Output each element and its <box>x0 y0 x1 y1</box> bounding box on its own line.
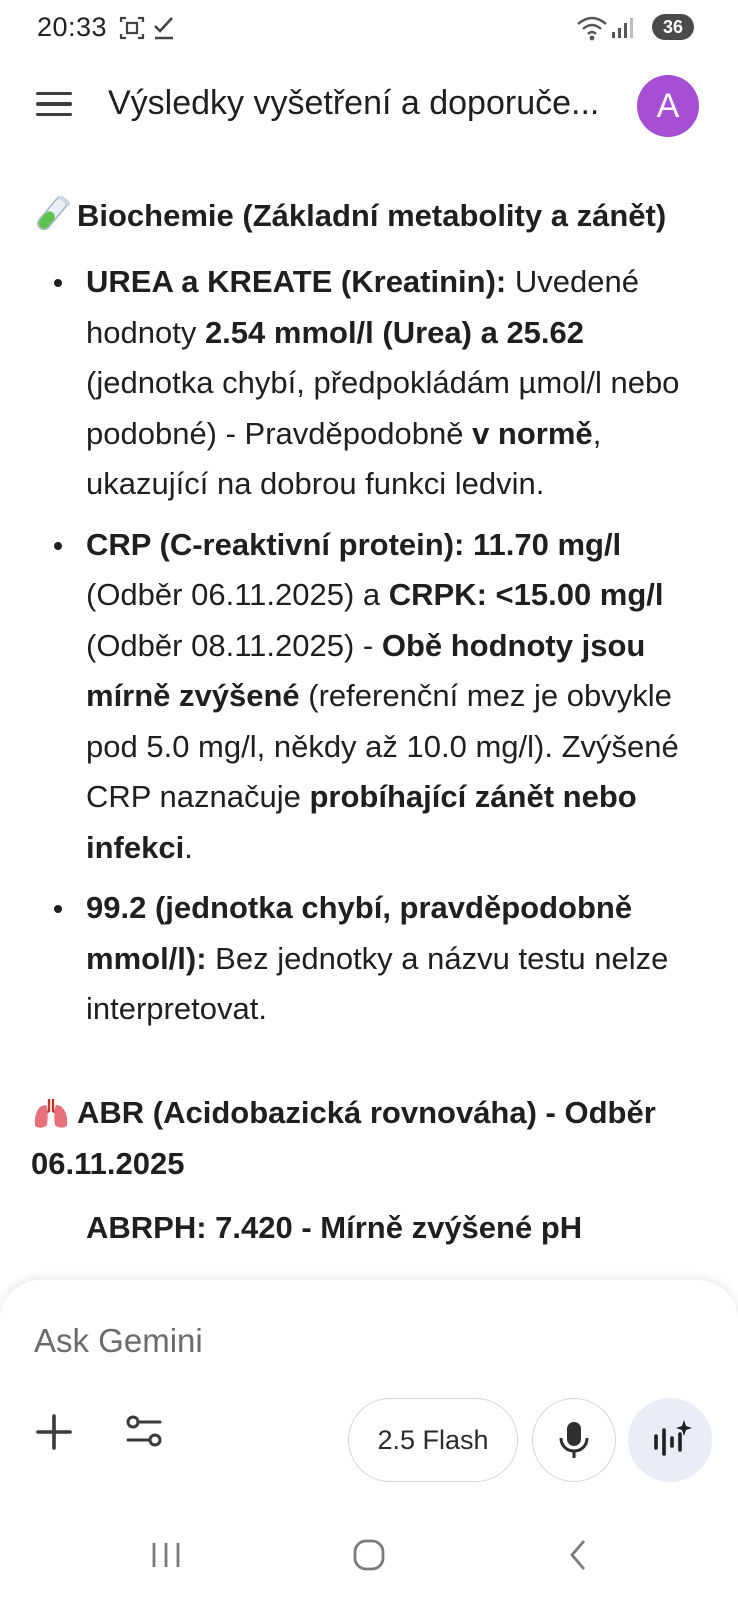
section-heading: ABR (Acidobazická rovnováha) - Odběr 06.11.2025 <box>31 1094 656 1181</box>
system-nav-bar <box>0 1510 738 1600</box>
status-time: 20:33 <box>37 12 108 42</box>
input-panel <box>0 1280 738 1510</box>
recents-icon <box>148 1539 184 1571</box>
signal-icon <box>610 14 634 42</box>
avatar[interactable]: A <box>637 75 699 137</box>
section-heading: Biochemie (Základní metabolity a zánět) <box>31 190 710 241</box>
home-button[interactable] <box>339 1530 399 1580</box>
wifi-icon <box>576 14 608 42</box>
home-icon <box>349 1535 389 1575</box>
test-tube-icon <box>31 196 71 234</box>
microphone-button[interactable] <box>532 1398 616 1482</box>
response-content <box>0 190 738 1280</box>
app-bar <box>0 62 738 146</box>
conversation-title[interactable]: Výsledky vyšetření a doporuče... <box>108 84 600 122</box>
back-icon <box>564 1537 592 1573</box>
lungs-icon <box>31 1093 71 1131</box>
microphone-icon <box>556 1420 592 1460</box>
menu-button[interactable] <box>26 80 82 128</box>
ask-gemini-input[interactable] <box>34 1316 694 1366</box>
tools-icon[interactable] <box>120 1408 168 1456</box>
status-bar <box>0 0 738 56</box>
live-waveform-icon <box>648 1418 692 1462</box>
gemini-live-button[interactable] <box>628 1398 712 1482</box>
partial-list-item: ABRPH: 7.420 - Mírně zvýšené pH <box>86 1209 583 1245</box>
plus-icon[interactable] <box>30 1408 78 1456</box>
screenshot-icon <box>118 14 146 42</box>
check-icon <box>152 14 176 42</box>
battery-icon: 36 <box>652 14 694 40</box>
menu-icon <box>36 92 72 96</box>
back-button[interactable] <box>548 1530 608 1580</box>
list-item: 99.2 (jednotka chybí, pravděpodobně mmol/l): Bez jednotky a názvu testu nelze interpretovat. <box>0 883 738 1035</box>
list-item: UREA a KREATE (Kreatinin): Uvedené hodnoty 2.54 mmol/l (Urea) a 25.62 (jednotka chybí, předpokládám µmol/l nebo podobné) - Pravděpodobně v normě, ukazující na dobrou funkci ledvin. <box>0 257 738 510</box>
recents-button[interactable] <box>136 1530 196 1580</box>
model-selector-button[interactable]: 2.5 Flash <box>348 1398 518 1482</box>
list-item: CRP (C-reaktivní protein): 11.70 mg/l (Odběr 06.11.2025) a CRPK: <15.00 mg/l (Odběr 08.11.2025) - Obě hodnoty jsou mírně zvýšené (referenční mez je obvykle pod 5.0 mg/l, někdy až 10.0 mg/l). Zvýšené CRP naznačuje probíhající zánět nebo infekci. <box>0 520 738 874</box>
bullet-list <box>0 257 738 1035</box>
